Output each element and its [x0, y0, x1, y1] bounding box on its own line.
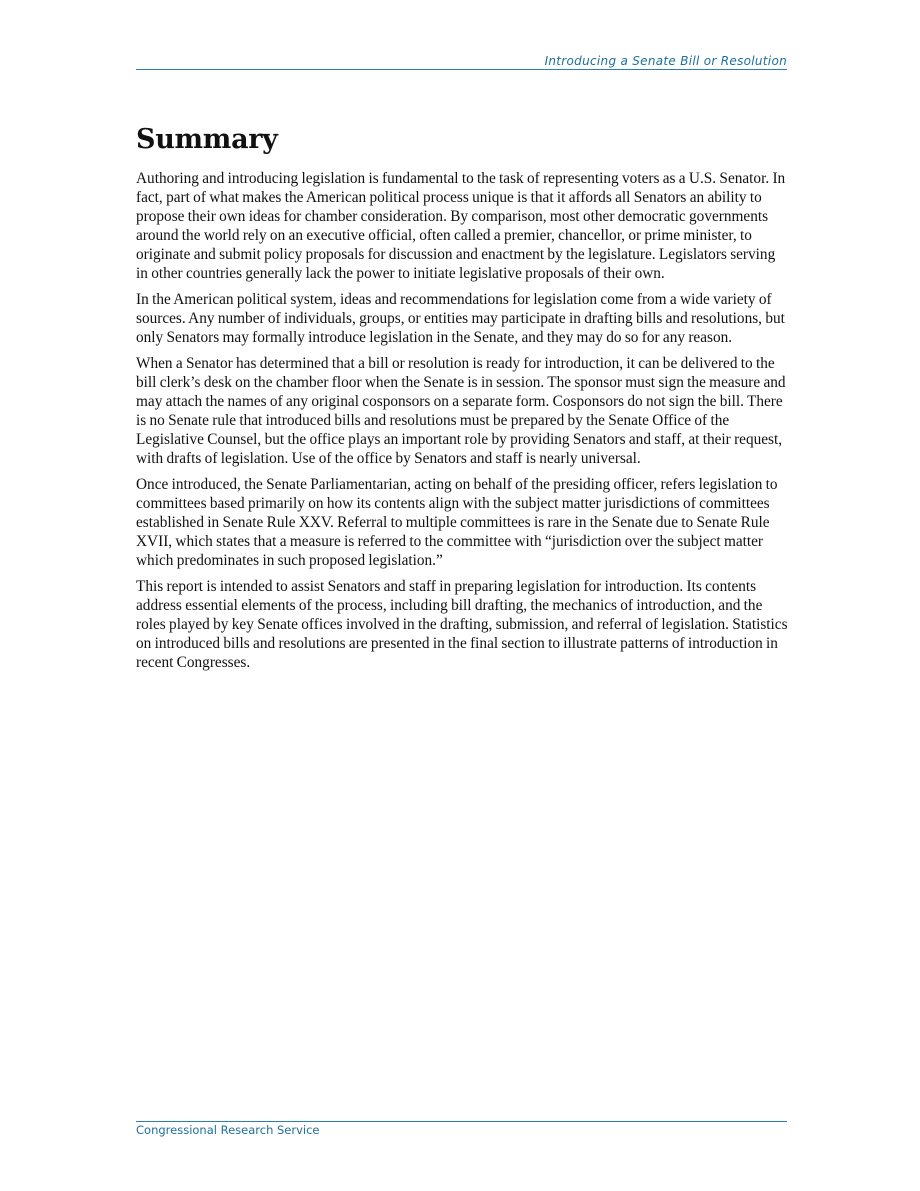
footer-divider — [136, 1121, 787, 1122]
summary-paragraph-4: Once introduced, the Senate Parliamentarian, acting on behalf of the presiding officer, refers legislation to committees based primarily on how its contents align with the subject matter jurisdictions of committees established in Senate Rule XXV. Referral to multiple committees is rare in the Senate due to Senate Rule XVII, which states that a measure is referred to the committee with “jurisdiction over the subject matter which predominates in such proposed legislation.” — [136, 476, 778, 569]
header-divider — [136, 69, 787, 70]
running-header-title: Introducing a Senate Bill or Resolution — [544, 54, 787, 68]
footer-organization: Congressional Research Service — [136, 1123, 320, 1137]
summary-paragraph-1: Authoring and introducing legislation is fundamental to the task of representing voters as a U.S. Senator. In fact, part of what makes the American political process unique is that it affords all Senators an ability to propose their own ideas for chamber consideration. By comparison, most other democratic governments around the world rely on an executive official, often called a premier, chancellor, or prime minister, to originate and submit policy proposals for discussion and enactment by the legislature. Legislators serving in other countries generally lack the power to initiate legislative proposals of their own. — [136, 170, 786, 282]
summary-paragraph-5: This report is intended to assist Senators and staff in preparing legislation for introduction. Its contents address essential elements of the process, including bill drafting, the mechanics of introduction, and the roles played by key Senate offices involved in the drafting, submission, and referral of legislation. Statistics on introduced bills and resolutions are presented in the final section to illustrate patterns of introduction in recent Congresses. — [136, 578, 788, 671]
summary-paragraph-3: When a Senator has determined that a bill or resolution is ready for introduction, it can be delivered to the bill clerk’s desk on the chamber floor when the Senate is in session. The sponsor must sign the measure and may attach the names of any original cosponsors on a separate form. Cosponsors do not sign the bill. There is no Senate rule that introduced bills and resolutions must be prepared by the Senate Office of the Legislative Counsel, but the office plays an important role by providing Senators and staff, at their request, with drafts of legislation. Use of the office by Senators and staff is nearly universal. — [136, 355, 786, 467]
section-heading: Summary — [136, 124, 278, 155]
page-body — [136, 120, 788, 679]
summary-paragraph-2: In the American political system, ideas and recommendations for legislation come from a wide variety of sources. Any number of individuals, groups, or entities may participate in drafting bills and resolutions, but only Senators may formally introduce legislation in the Senate, and they may do so for any reason. — [136, 291, 785, 346]
